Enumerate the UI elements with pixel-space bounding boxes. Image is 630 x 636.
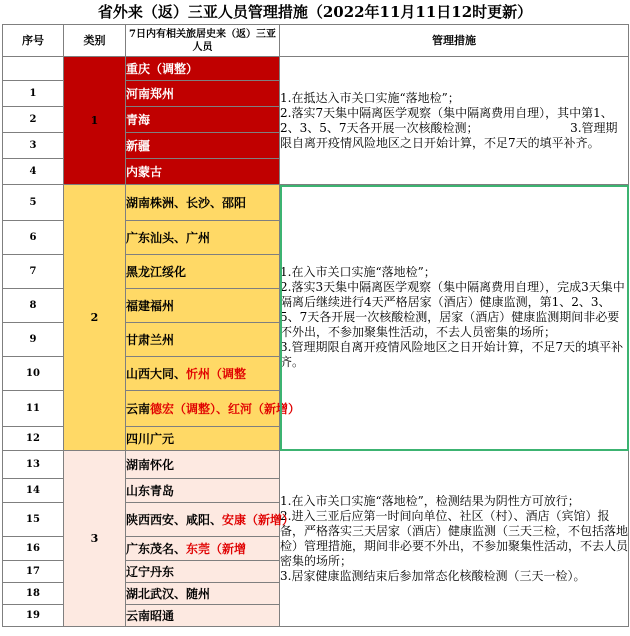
category-cell: 1 — [64, 57, 126, 185]
region-text-highlight: 忻州（调整 — [186, 366, 247, 381]
region-cell: 河南郑州 — [126, 81, 280, 107]
region-cell: 甘肃兰州 — [126, 323, 280, 357]
row-no: 10 — [3, 357, 64, 391]
row-no: 16 — [3, 537, 64, 561]
row-no: 9 — [3, 323, 64, 357]
measure-cell: 1.在入市关口实施“落地检”； 2.落实3天集中隔离医学观察（集中隔离费用自理），完成3天集中隔离后继续进行4天严格居家（酒店）健康监测，第1、2、3、5、7天各开展一次核酸检测，居家（酒店）健康监测期间非必要不外出，不参加聚集性活动，不去人员密集的场所； 3.管理期限自离开疫情风险地区之日开始计算，不足7天的填平补齐。 — [280, 185, 629, 451]
region-cell: 重庆（调整） — [126, 57, 280, 81]
row-no — [3, 57, 64, 81]
region-cell: 湖北武汉、随州 — [126, 583, 280, 605]
row-no: 5 — [3, 185, 64, 221]
row-no: 17 — [3, 561, 64, 583]
header-no: 序号 — [3, 25, 64, 57]
header-region: 7日内有相关旅居史来（返）三亚人员 — [126, 25, 280, 57]
region-cell: 四川广元 — [126, 427, 280, 451]
region-text: 山西大同、 — [126, 366, 187, 381]
region-cell: 内蒙古 — [126, 159, 280, 185]
region-cell: 广东汕头、广州 — [126, 221, 280, 255]
region-text-highlight: 安康（新增） — [222, 512, 295, 527]
region-cell: 新疆 — [126, 133, 280, 159]
header-category: 类别 — [64, 25, 126, 57]
region-cell — [126, 537, 280, 561]
region-cell — [126, 357, 280, 391]
region-cell — [126, 503, 295, 537]
region-cell — [126, 391, 301, 427]
row-no: 2 — [3, 107, 64, 133]
row-no: 18 — [3, 583, 64, 605]
measures-table — [2, 24, 629, 627]
row-no: 8 — [3, 289, 64, 323]
category-cell: 2 — [64, 185, 126, 451]
row-no: 7 — [3, 255, 64, 289]
row-no: 13 — [3, 451, 64, 479]
region-cell: 山东青岛 — [126, 479, 280, 503]
region-text: 陕西西安、咸阳、 — [126, 512, 223, 527]
region-cell: 福建福州 — [126, 289, 280, 323]
row-no: 3 — [3, 133, 64, 159]
row-no: 11 — [3, 391, 64, 427]
region-cell: 湖南怀化 — [126, 451, 280, 479]
row-no: 15 — [3, 503, 64, 537]
region-cell: 黑龙江绥化 — [126, 255, 280, 289]
region-cell: 辽宁丹东 — [126, 561, 280, 583]
measure-cell: 1.在抵达入市关口实施“落地检”； 2.落实7天集中隔离医学观察（集中隔离费用自理），其中第1、2、3、5、7天各开展一次核酸检测； 3.管理期限自离开疫情风险地区之日开始计算，不足7天的填平补齐。 — [280, 57, 629, 185]
row-no: 19 — [3, 605, 64, 627]
region-cell: 云南昭通 — [126, 605, 280, 627]
region-text: 云南 — [126, 401, 151, 416]
page-title: 省外来（返）三亚人员管理措施（2022年11月11日12时更新） — [97, 3, 533, 21]
category-cell: 3 — [64, 451, 126, 627]
region-cell: 青海 — [126, 107, 280, 133]
row-no: 12 — [3, 427, 64, 451]
row-no: 4 — [3, 159, 64, 185]
measure-cell: 1.在入市关口实施“落地检”，检测结果为阴性方可放行； 2.进入三亚后应第一时间向单位、社区（村）、酒店（宾馆）报备，严格落实三天居家（酒店）健康监测（三天三检，不包括落地检）管理措施，期间非必要不外出，不参加聚集性活动，不去人员密集的场所； 3.居家健康监测结束后参加常态化核酸检测（三天一检）。 — [280, 451, 629, 627]
row-no: 14 — [3, 479, 64, 503]
region-cell: 湖南株洲、长沙、邵阳 — [126, 185, 280, 221]
header-measure: 管理措施 — [280, 25, 629, 57]
region-text-highlight: 德宏（调整）、红河（新增） — [150, 401, 301, 416]
region-text: 广东茂名、 — [126, 541, 187, 556]
region-text-highlight: 东莞（新增 — [186, 541, 247, 556]
row-no: 1 — [3, 81, 64, 107]
row-no: 6 — [3, 221, 64, 255]
